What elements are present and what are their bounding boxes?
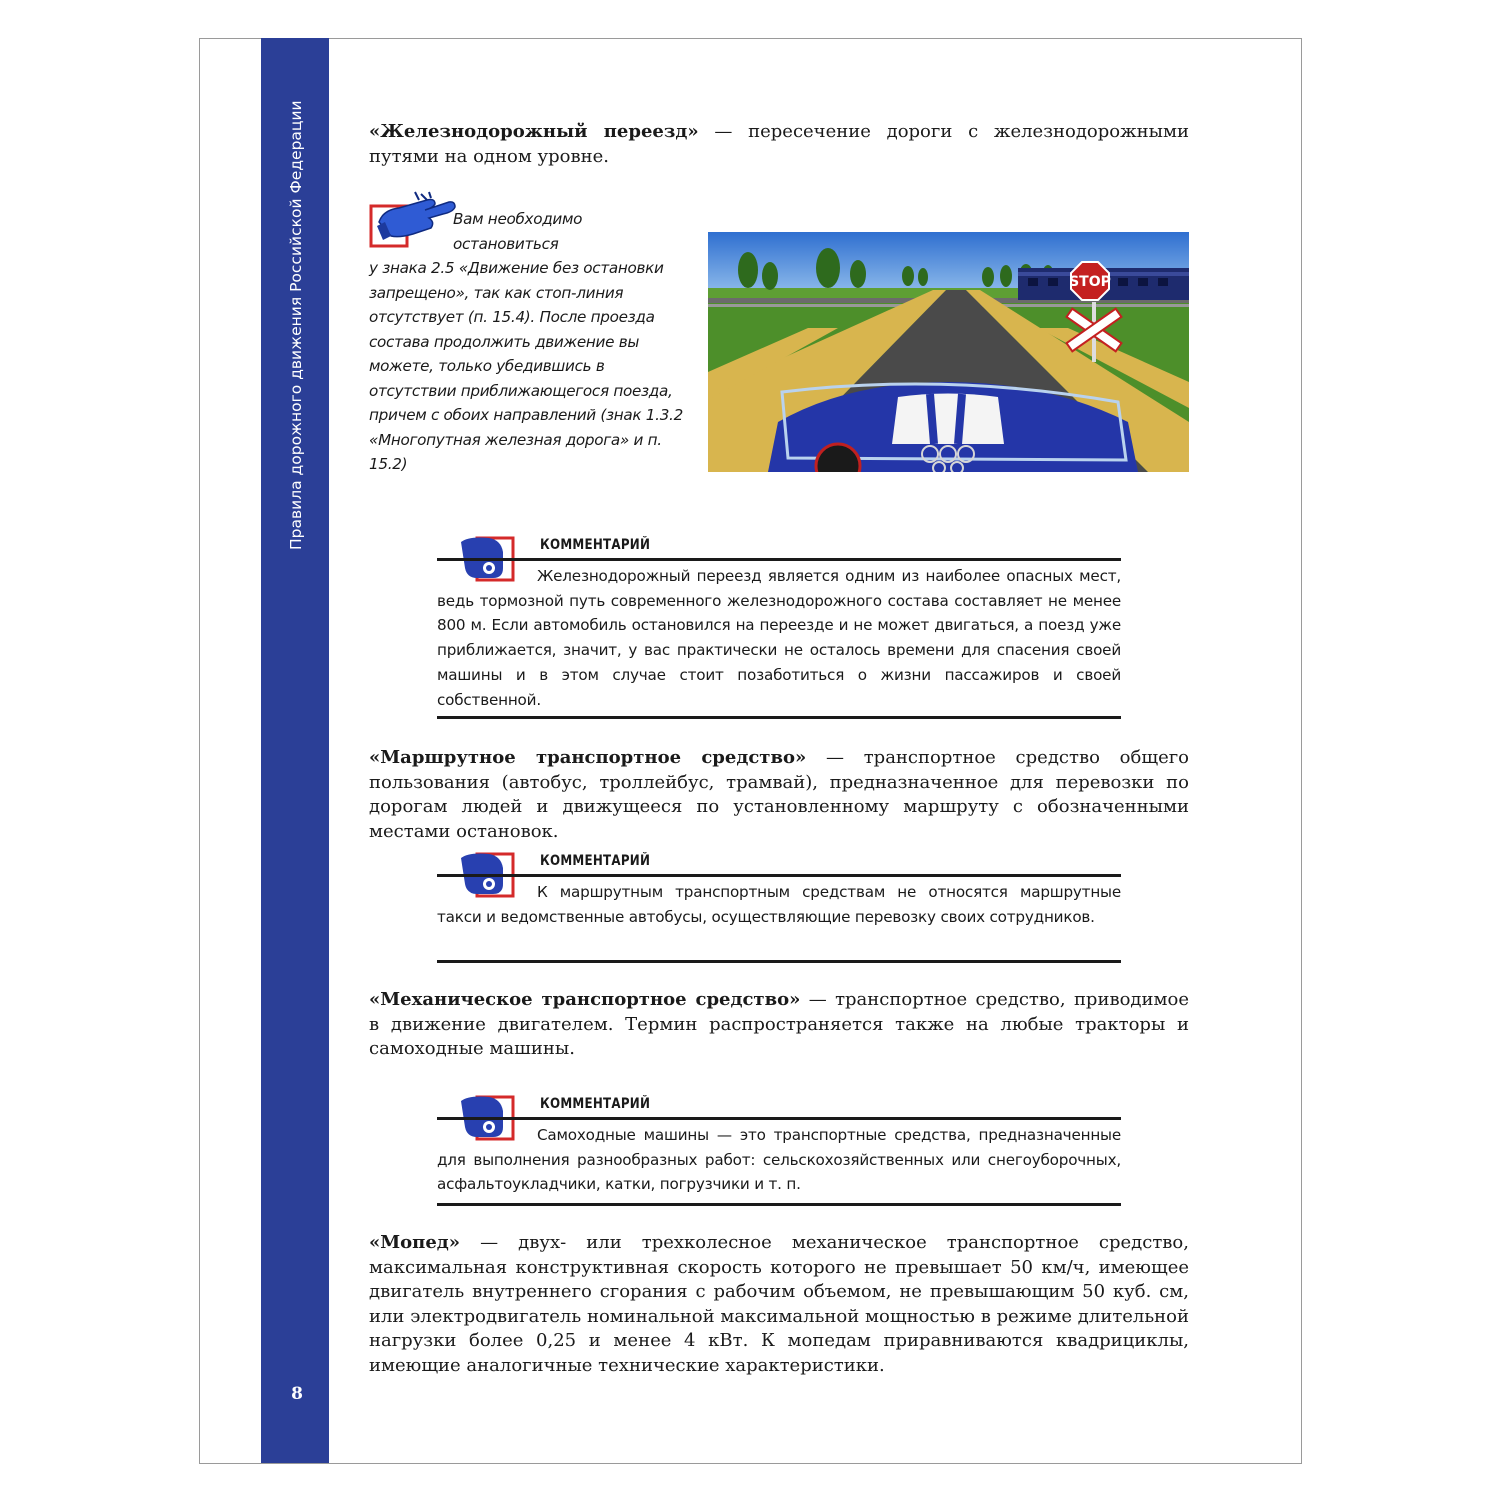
definition-mechanical-vehicle: [369, 988, 1189, 1062]
note-rest: у знака 2.5 «Движение без остановки запрещено», так как стоп-линия отсутствует (п. 15.4). После проезда состава продолжить движение вы можете, только убедившись в отсутствии приближающегося поезда, причем с обоих направлений (знак 1.3.2 «Многопутная железная дорога» и п. 15.2): [369, 259, 683, 473]
running-title: Правила дорожного движения Российской Федерации: [287, 100, 305, 550]
note-first-line: Вам необходимо остановиться: [453, 210, 583, 253]
definition-term: «Маршрутное транспортное средство»: [369, 747, 807, 768]
comment-body-text: Железнодорожный переезд является одним из наиболее опасных мест, ведь тормозной путь современного железнодорожного состава составляет не менее 800 м. Если автомобиль остановился на переезде и не может двигаться, а поезд уже приближается, значит, у вас практически не осталось времени для спасения своей машины и в этом случае стоит позаботиться о жизни пассажиров и своей собственной.: [437, 567, 1121, 709]
railway-crossing-illustration: [708, 232, 1189, 472]
comment-rule-top: [437, 1117, 1121, 1120]
comment-route-vehicle: [437, 850, 1121, 968]
definition-term: «Мопед»: [369, 1232, 461, 1253]
comment-rule-bottom: [437, 1203, 1121, 1206]
comment-rule-top: [437, 874, 1121, 877]
stop-sign-text: STOP: [1069, 274, 1111, 290]
definition-railway-crossing: [369, 120, 1189, 169]
definition-text: — двух- или трехколесное механическое транспортное средство, максимальная конструктивная скорость которого не превышает 50 км/ч, имеющее двигатель внутреннего сгорания с рабочим объемом, не превышающим 50 куб. см, или электродвигатель номинальной максимальной мощностью в режиме длительной нагрузки более 0,25 и менее 4 кВт. К мопедам приравниваются квадрициклы, имеющие аналогичные технические характеристики.: [369, 1232, 1189, 1376]
comment-rule-bottom: [437, 960, 1121, 963]
definition-moped: [369, 1231, 1189, 1379]
definition-route-vehicle: [369, 746, 1189, 844]
definition-text: — транспортное средство общего пользования (автобус, троллейбус, трамвай), предназначенное для перевозки по дорогам людей и движущееся по установленному маршруту с обозначенными местами остановок.: [369, 747, 1189, 842]
definition-text: — пересечение дороги с железнодорожными путями на одном уровне.: [369, 121, 1190, 167]
comment-heading: КОММЕНТАРИЙ: [540, 537, 651, 553]
comment-body-text: К маршрутным транспортным средствам не относятся маршрутные такси и ведомственные автобусы, осуществляющие перевозку своих сотрудников.: [437, 883, 1121, 926]
definition-term: «Механическое транспортное средство»: [369, 989, 801, 1010]
comment-body: [437, 1123, 1121, 1197]
comment-body: [437, 880, 1121, 929]
note-text: [369, 207, 689, 477]
definition-term: «Железнодорожный переезд»: [369, 121, 699, 142]
comment-heading: КОММЕНТАРИЙ: [540, 853, 651, 869]
comment-body-text: Самоходные машины — это транспортные средства, предназначенные для выполнения разнообразных работ: сельскохозяйственных или снегоуборочных, асфальтоукладчики, катки, погрузчики и т. п.: [437, 1126, 1121, 1194]
comment-railway-danger: [437, 534, 1121, 724]
comment-rule-top: [437, 558, 1121, 561]
comment-rule-bottom: [437, 716, 1121, 719]
comment-body: [437, 564, 1121, 712]
definition-text: — транспортное средство, приводимое в движение двигателем. Термин распространяется также на любые тракторы и самоходные машины.: [369, 989, 1189, 1060]
page-number: 8: [291, 1384, 303, 1404]
comment-heading: КОММЕНТАРИЙ: [540, 1096, 651, 1112]
comment-self-propelled: [437, 1093, 1121, 1211]
